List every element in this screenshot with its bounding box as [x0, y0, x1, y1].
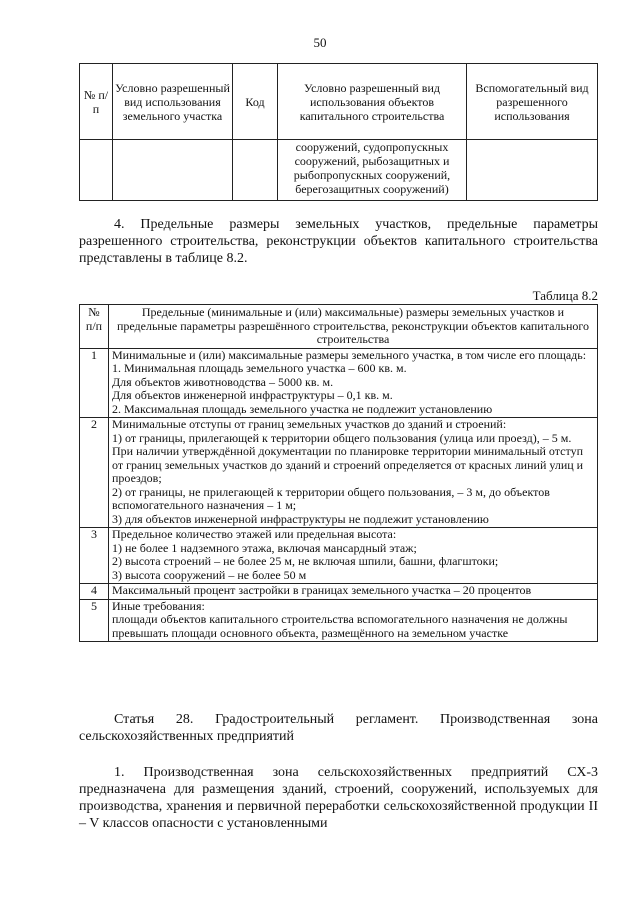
row-line: 1) не более 1 надземного этажа, включая мансардный этаж; [112, 540, 417, 555]
row-number: 1 [80, 348, 109, 418]
cell-code [233, 140, 278, 201]
limit-parameters-table [79, 304, 598, 642]
table-row [80, 140, 598, 201]
land-use-table-continuation [79, 63, 598, 201]
col-header-num: № п/п [80, 64, 113, 140]
cell-num [80, 140, 113, 201]
col-header-capital-use: Условно разрешенный вид использования объектов капитального строительства [278, 64, 467, 140]
row-line: Предельное количество этажей или предельная высота: [112, 527, 397, 541]
table-header-row [80, 64, 598, 140]
row-line: Для объектов животноводства – 5000 кв. м. [112, 374, 334, 389]
table-header-row [80, 305, 598, 349]
table-row [80, 348, 598, 418]
table-row [80, 584, 598, 600]
row-number: 3 [80, 528, 109, 584]
row-content [109, 599, 598, 642]
cell-auxiliary [467, 140, 598, 201]
table-row [80, 599, 598, 642]
col-header-description: Предельные (минимальные и (или) максимальные) размеры земельных участков и предельные параметры разрешённого строительства, реконструкции объектов капитального строительства [109, 305, 598, 349]
row-content [109, 348, 598, 418]
col-header-land-use: Условно разрешенный вид использования земельного участка [113, 64, 233, 140]
cell-capital-use: сооружений, судопропускных сооружений, рыбозащитных и рыбопропускных сооружений, берегозащитных сооружений) [278, 140, 467, 201]
col-header-code: Код [233, 64, 278, 140]
row-line: Иные требования: [112, 598, 205, 613]
row-line: 2) высота строений – не более 25 м, не включая шпили, башни, флагштоки; [112, 554, 499, 568]
table-row [80, 528, 598, 584]
row-content [109, 584, 598, 600]
col-header-num: № п/п [80, 305, 109, 349]
article-28-paragraph-1: 1. Производственная зона сельскохозяйственных предприятий СХ-3 предназначена для размещения зданий, строений, сооружений, используемых для производства, хранения и первичной переработки сельскохозяйственной продукции II – V классов опасности с установленными [79, 765, 598, 831]
row-number: 2 [80, 418, 109, 528]
table-caption: Таблица 8.2 [532, 288, 598, 303]
row-line: 3) высота сооружений – не более 50 м [112, 567, 307, 582]
page-number: 50 [313, 35, 327, 50]
row-line: 2. Максимальная площадь земельного участка не подлежит установлению [112, 401, 493, 416]
row-line: площади объектов капитального строительства вспомогательного назначения не должны превышать площади основного объекта, размещённого на земельном участке [112, 612, 568, 640]
row-number: 4 [80, 584, 109, 600]
row-content [109, 528, 598, 584]
table-row [80, 418, 598, 528]
row-line: Минимальные отступы от границ земельных участков до зданий и строений: [112, 417, 507, 431]
row-line: Для объектов инженерной инфраструктуры – 0,1 кв. м. [112, 388, 393, 402]
row-line: Минимальные и (или) максимальные размеры земельного участка, в том числе его площадь: [112, 347, 587, 362]
paragraph-4: 4. Предельные размеры земельных участков, предельные параметры разрешенного строительства, реконструкции объектов капитального строительства представлены в таблице 8.2. [79, 217, 598, 266]
row-line: 2) от границы, не прилегающей к территории общего пользования, – 3 м, до объектов вспомогательного назначения – 1 м; [112, 484, 550, 512]
row-line: 1. Минимальная площадь земельного участка – 600 кв. м. [112, 361, 407, 375]
row-line: 3) для объектов инженерной инфраструктуры не подлежит установлению [112, 511, 489, 526]
row-line: Максимальный процент застройки в границах земельного участка – 20 процентов [112, 583, 532, 597]
row-line: 1) от границы, прилегающей к территории общего пользования (улица или проезд), – 5 м. При наличии утверждённой документации по планировке территории минимальный отступ от границ земельных участков до зданий и строений определяется от красных линий улиц и проездов; [112, 430, 584, 485]
cell-land-use [113, 140, 233, 201]
article-28-heading: Статья 28. Градостроительный регламент. Производственная зона сельскохозяйственных предприятий [79, 712, 598, 744]
row-number: 5 [80, 599, 109, 642]
col-header-auxiliary: Вспомогательный вид разрешенного использования [467, 64, 598, 140]
row-content [109, 418, 598, 528]
